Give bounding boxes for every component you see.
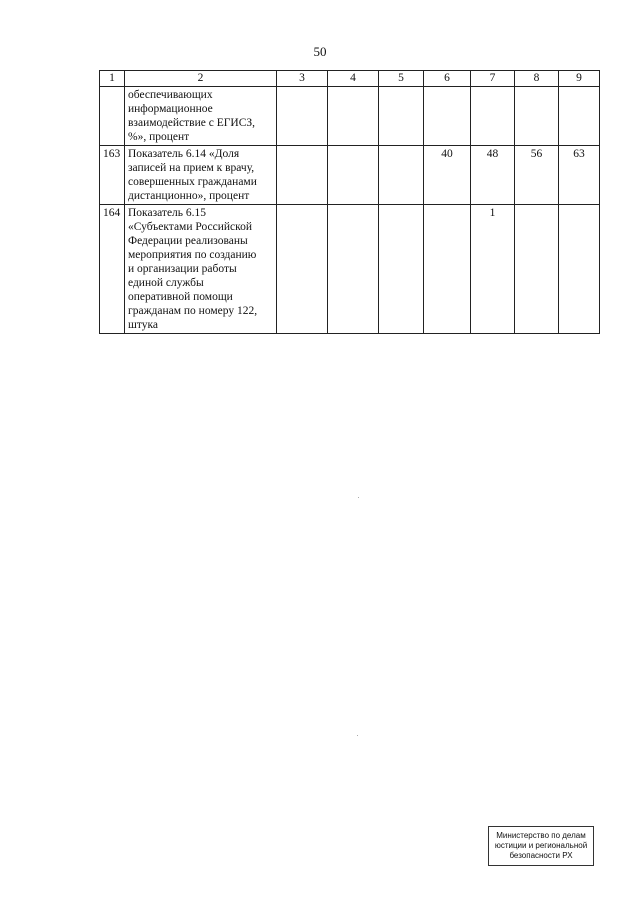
stamp-line: безопасности РХ — [509, 851, 573, 860]
value-cell — [424, 205, 471, 334]
description-line: «Субъектами Российской — [128, 221, 253, 233]
row-number — [100, 87, 125, 146]
description-line: информационное — [128, 103, 213, 115]
description-line: оперативной помощи — [128, 291, 233, 303]
scan-speck — [357, 735, 358, 736]
row-number: 163 — [100, 146, 125, 205]
stamp-line: юстиции и региональной — [494, 841, 588, 850]
column-header: 7 — [471, 71, 515, 87]
description-line: штука — [128, 319, 158, 331]
column-header: 3 — [277, 71, 328, 87]
description-line: обеспечивающих — [128, 89, 213, 101]
value-cell — [328, 205, 379, 334]
value-cell: 48 — [471, 146, 515, 205]
description-line: и организации работы — [128, 263, 237, 275]
description-line: совершенных гражданами — [128, 176, 257, 188]
description-line: дистанционно», процент — [128, 190, 250, 202]
scan-speck — [358, 497, 359, 498]
description-line: мероприятия по созданию — [128, 249, 257, 261]
table-row — [100, 87, 600, 146]
column-header: 4 — [328, 71, 379, 87]
column-header: 8 — [515, 71, 559, 87]
value-cell — [559, 205, 600, 334]
value-cell — [424, 87, 471, 146]
description-line: записей на прием к врачу, — [128, 162, 255, 174]
value-cell — [379, 146, 424, 205]
page-number: 50 — [313, 44, 327, 59]
table-row — [100, 146, 600, 205]
table-header-row — [100, 71, 600, 87]
value-cell — [515, 205, 559, 334]
value-cell — [328, 146, 379, 205]
description-line: Показатель 6.15 — [128, 207, 207, 219]
description-line: %», процент — [128, 131, 190, 143]
column-header: 9 — [559, 71, 600, 87]
description-line: Показатель 6.14 «Доля — [128, 148, 240, 160]
column-header: 6 — [424, 71, 471, 87]
value-cell — [379, 87, 424, 146]
table-row — [100, 205, 600, 334]
value-cell: 63 — [559, 146, 600, 205]
value-cell: 56 — [515, 146, 559, 205]
value-cell: 1 — [471, 205, 515, 334]
value-cell — [471, 87, 515, 146]
column-header: 2 — [125, 71, 277, 87]
row-number: 164 — [100, 205, 125, 334]
value-cell: 40 — [424, 146, 471, 205]
value-cell — [379, 205, 424, 334]
description-line: гражданам по номеру 122, — [128, 305, 258, 317]
value-cell — [277, 87, 328, 146]
description-line: взаимодействие с ЕГИСЗ, — [128, 117, 255, 129]
indicator-description — [125, 205, 277, 334]
description-line: Федерации реализованы — [128, 235, 248, 247]
data-table — [99, 70, 600, 334]
value-cell — [559, 87, 600, 146]
column-header: 5 — [379, 71, 424, 87]
stamp-line: Министерство по делам — [496, 831, 586, 840]
indicator-description — [125, 146, 277, 205]
value-cell — [515, 87, 559, 146]
value-cell — [328, 87, 379, 146]
indicator-description — [125, 87, 277, 146]
description-line: единой службы — [128, 277, 204, 289]
column-header: 1 — [100, 71, 125, 87]
registration-stamp — [488, 826, 594, 866]
value-cell — [277, 146, 328, 205]
value-cell — [277, 205, 328, 334]
